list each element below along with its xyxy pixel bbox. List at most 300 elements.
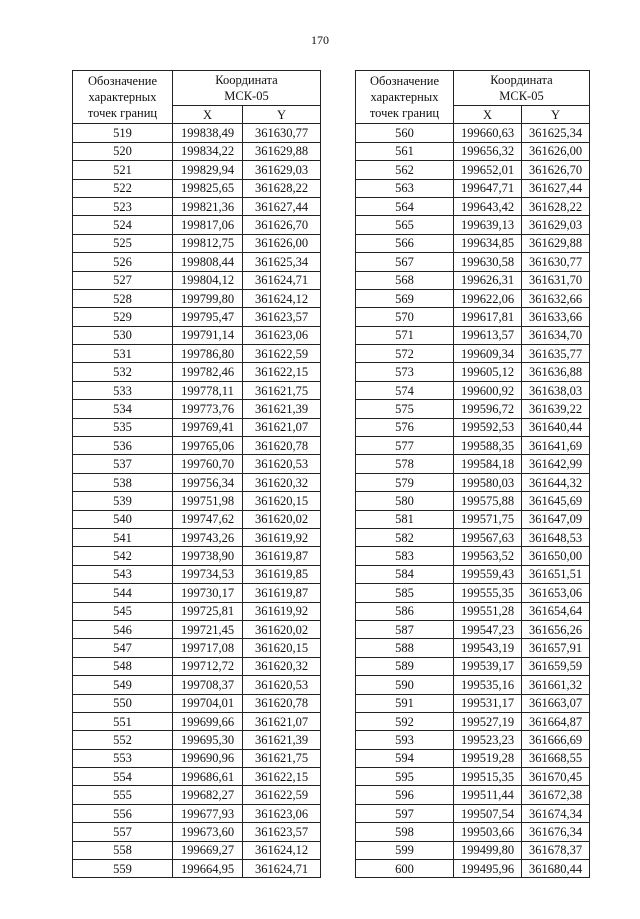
- table-row: [356, 657, 590, 675]
- point-number-cell: 537: [73, 455, 173, 473]
- coordinates-table-left: [72, 70, 321, 878]
- point-number-cell: 593: [356, 731, 454, 749]
- x-coordinate-cell: 199704,01: [173, 694, 243, 712]
- table-row: [356, 418, 590, 436]
- point-number-cell: 523: [73, 197, 173, 215]
- point-number-cell: 581: [356, 510, 454, 528]
- point-number-cell: 561: [356, 142, 454, 160]
- x-coordinate-cell: 199559,43: [454, 565, 522, 583]
- x-coordinate-cell: 199686,61: [173, 768, 243, 786]
- y-coordinate-cell: 361619,85: [243, 565, 321, 583]
- x-coordinate-cell: 199605,12: [454, 363, 522, 381]
- y-coordinate-cell: 361621,75: [243, 749, 321, 767]
- x-coordinate-cell: 199786,80: [173, 345, 243, 363]
- x-coordinate-cell: 199721,45: [173, 620, 243, 638]
- table-row: [356, 216, 590, 234]
- y-coordinate-cell: 361629,88: [243, 142, 321, 160]
- x-coordinate-cell: 199652,01: [454, 161, 522, 179]
- x-coordinate-cell: 199769,41: [173, 418, 243, 436]
- y-coordinate-cell: 361623,57: [243, 823, 321, 841]
- table-row: [356, 749, 590, 767]
- y-coordinate-cell: 361634,70: [522, 326, 590, 344]
- y-coordinate-cell: 361622,15: [243, 768, 321, 786]
- point-number-cell: 530: [73, 326, 173, 344]
- table-row: [73, 253, 321, 271]
- point-number-cell: 573: [356, 363, 454, 381]
- table-row: [73, 326, 321, 344]
- x-coordinate-cell: 199592,53: [454, 418, 522, 436]
- table-row: [356, 584, 590, 602]
- x-coordinate-cell: 199760,70: [173, 455, 243, 473]
- table-row: [73, 731, 321, 749]
- x-coordinate-cell: 199639,13: [454, 216, 522, 234]
- table-row: [73, 124, 321, 142]
- x-coordinate-cell: 199527,19: [454, 712, 522, 730]
- point-number-cell: 585: [356, 584, 454, 602]
- x-coordinate-cell: 199511,44: [454, 786, 522, 804]
- table-row: [73, 547, 321, 565]
- y-coordinate-cell: 361645,69: [522, 492, 590, 510]
- table-row: [356, 363, 590, 381]
- table-row: [73, 216, 321, 234]
- header-designation-line-3: точек границ: [87, 106, 158, 121]
- y-coordinate-cell: 361674,34: [522, 804, 590, 822]
- y-coordinate-cell: 361624,12: [243, 841, 321, 859]
- point-number-cell: 547: [73, 639, 173, 657]
- x-coordinate-cell: 199821,36: [173, 197, 243, 215]
- point-number-cell: 538: [73, 473, 173, 491]
- y-coordinate-cell: 361680,44: [522, 860, 590, 878]
- point-number-cell: 539: [73, 492, 173, 510]
- x-coordinate-cell: 199555,35: [454, 584, 522, 602]
- point-number-cell: 583: [356, 547, 454, 565]
- header-designation-line-2: характерных: [370, 90, 439, 105]
- x-coordinate-cell: 199567,63: [454, 528, 522, 546]
- y-coordinate-cell: 361650,00: [522, 547, 590, 565]
- y-coordinate-cell: 361628,22: [243, 179, 321, 197]
- x-coordinate-cell: 199596,72: [454, 400, 522, 418]
- point-number-cell: 598: [356, 823, 454, 841]
- x-coordinate-cell: 199699,66: [173, 712, 243, 730]
- table-row: [73, 179, 321, 197]
- point-number-cell: 584: [356, 565, 454, 583]
- point-number-cell: 542: [73, 547, 173, 565]
- left-table-body: [73, 124, 321, 878]
- x-coordinate-cell: 199834,22: [173, 142, 243, 160]
- table-row: [73, 381, 321, 399]
- point-number-cell: 544: [73, 584, 173, 602]
- header-designation-line-1: Обозначение: [369, 74, 440, 89]
- table-row: [73, 418, 321, 436]
- y-coordinate-cell: 361666,69: [522, 731, 590, 749]
- y-coordinate-cell: 361636,88: [522, 363, 590, 381]
- y-coordinate-cell: 361661,32: [522, 676, 590, 694]
- point-number-cell: 560: [356, 124, 454, 142]
- y-coordinate-cell: 361659,59: [522, 657, 590, 675]
- x-coordinate-cell: 199575,88: [454, 492, 522, 510]
- table-row: [356, 602, 590, 620]
- x-coordinate-cell: 199519,28: [454, 749, 522, 767]
- table-row: [356, 694, 590, 712]
- table-row: [356, 639, 590, 657]
- header-coordinate-line-2: МСК-05: [499, 89, 544, 103]
- x-coordinate-cell: 199609,34: [454, 345, 522, 363]
- point-number-cell: 578: [356, 455, 454, 473]
- table-row: [73, 786, 321, 804]
- point-number-cell: 521: [73, 161, 173, 179]
- point-number-cell: 556: [73, 804, 173, 822]
- y-coordinate-cell: 361653,06: [522, 584, 590, 602]
- table-row: [356, 786, 590, 804]
- x-coordinate-cell: 199647,71: [454, 179, 522, 197]
- header-coordinate-line-2: МСК-05: [224, 89, 269, 103]
- y-coordinate-cell: 361621,75: [243, 381, 321, 399]
- point-number-cell: 582: [356, 528, 454, 546]
- x-coordinate-cell: 199523,23: [454, 731, 522, 749]
- x-coordinate-cell: 199808,44: [173, 253, 243, 271]
- y-coordinate-cell: 361670,45: [522, 768, 590, 786]
- y-coordinate-cell: 361623,06: [243, 804, 321, 822]
- point-number-cell: 522: [73, 179, 173, 197]
- point-number-cell: 557: [73, 823, 173, 841]
- table-row: [73, 712, 321, 730]
- x-coordinate-cell: 199765,06: [173, 437, 243, 455]
- point-number-cell: 527: [73, 271, 173, 289]
- header-coordinate-line-1: Координата: [490, 73, 553, 87]
- y-coordinate-cell: 361630,77: [522, 253, 590, 271]
- table-row: [73, 657, 321, 675]
- table-row: [356, 547, 590, 565]
- header-x: X: [454, 106, 522, 124]
- page-number: 170: [311, 33, 329, 47]
- point-number-cell: 586: [356, 602, 454, 620]
- table-row: [73, 197, 321, 215]
- point-number-cell: 571: [356, 326, 454, 344]
- point-number-cell: 533: [73, 381, 173, 399]
- point-number-cell: 568: [356, 271, 454, 289]
- y-coordinate-cell: 361654,64: [522, 602, 590, 620]
- y-coordinate-cell: 361626,70: [243, 216, 321, 234]
- y-coordinate-cell: 361631,70: [522, 271, 590, 289]
- point-number-cell: 553: [73, 749, 173, 767]
- table-row: [356, 197, 590, 215]
- x-coordinate-cell: 199743,26: [173, 528, 243, 546]
- point-number-cell: 587: [356, 620, 454, 638]
- x-coordinate-cell: 199673,60: [173, 823, 243, 841]
- x-coordinate-cell: 199669,27: [173, 841, 243, 859]
- header-designation-line-3: точек границ: [369, 106, 440, 121]
- point-number-cell: 594: [356, 749, 454, 767]
- y-coordinate-cell: 361628,22: [522, 197, 590, 215]
- point-number-cell: 529: [73, 308, 173, 326]
- point-number-cell: 588: [356, 639, 454, 657]
- point-number-cell: 520: [73, 142, 173, 160]
- x-coordinate-cell: 199838,49: [173, 124, 243, 142]
- y-coordinate-cell: 361647,09: [522, 510, 590, 528]
- table-row: [73, 492, 321, 510]
- table-row: [73, 455, 321, 473]
- point-number-cell: 577: [356, 437, 454, 455]
- x-coordinate-cell: 199695,30: [173, 731, 243, 749]
- y-coordinate-cell: 361629,03: [522, 216, 590, 234]
- point-number-cell: 536: [73, 437, 173, 455]
- table-row: [73, 676, 321, 694]
- point-number-cell: 592: [356, 712, 454, 730]
- table-row: [73, 768, 321, 786]
- y-coordinate-cell: 361620,02: [243, 510, 321, 528]
- y-coordinate-cell: 361627,44: [243, 197, 321, 215]
- y-coordinate-cell: 361648,53: [522, 528, 590, 546]
- x-coordinate-cell: 199660,63: [454, 124, 522, 142]
- table-row: [356, 528, 590, 546]
- y-coordinate-cell: 361626,00: [522, 142, 590, 160]
- point-number-cell: 579: [356, 473, 454, 491]
- table-row: [73, 234, 321, 252]
- y-coordinate-cell: 361640,44: [522, 418, 590, 436]
- table-row: [356, 804, 590, 822]
- point-number-cell: 564: [356, 197, 454, 215]
- point-number-cell: 545: [73, 602, 173, 620]
- y-coordinate-cell: 361641,69: [522, 437, 590, 455]
- x-coordinate-cell: 199643,42: [454, 197, 522, 215]
- table-row: [73, 308, 321, 326]
- table-row: [356, 492, 590, 510]
- x-coordinate-cell: 199600,92: [454, 381, 522, 399]
- table-row: [73, 860, 321, 878]
- y-coordinate-cell: 361619,87: [243, 584, 321, 602]
- x-coordinate-cell: 199539,17: [454, 657, 522, 675]
- x-coordinate-cell: 199563,52: [454, 547, 522, 565]
- y-coordinate-cell: 361619,92: [243, 528, 321, 546]
- point-number-cell: 574: [356, 381, 454, 399]
- x-coordinate-cell: 199791,14: [173, 326, 243, 344]
- x-coordinate-cell: 199630,58: [454, 253, 522, 271]
- point-number-cell: 595: [356, 768, 454, 786]
- table-row: [356, 620, 590, 638]
- point-number-cell: 548: [73, 657, 173, 675]
- point-number-cell: 534: [73, 400, 173, 418]
- table-row: [356, 841, 590, 859]
- point-number-cell: 524: [73, 216, 173, 234]
- x-coordinate-cell: 199551,28: [454, 602, 522, 620]
- x-coordinate-cell: 199682,27: [173, 786, 243, 804]
- x-coordinate-cell: 199829,94: [173, 161, 243, 179]
- table-row: [356, 731, 590, 749]
- x-coordinate-cell: 199738,90: [173, 547, 243, 565]
- y-coordinate-cell: 361624,12: [243, 289, 321, 307]
- x-coordinate-cell: 199725,81: [173, 602, 243, 620]
- x-coordinate-cell: 199588,35: [454, 437, 522, 455]
- x-coordinate-cell: 199664,95: [173, 860, 243, 878]
- x-coordinate-cell: 199712,72: [173, 657, 243, 675]
- table-row: [356, 455, 590, 473]
- y-coordinate-cell: 361672,38: [522, 786, 590, 804]
- table-row: [356, 345, 590, 363]
- y-coordinate-cell: 361642,99: [522, 455, 590, 473]
- x-coordinate-cell: 199677,93: [173, 804, 243, 822]
- table-row: [73, 289, 321, 307]
- y-coordinate-cell: 361657,91: [522, 639, 590, 657]
- table-row: [73, 528, 321, 546]
- y-coordinate-cell: 361638,03: [522, 381, 590, 399]
- table-row: [73, 363, 321, 381]
- point-number-cell: 532: [73, 363, 173, 381]
- y-coordinate-cell: 361621,39: [243, 400, 321, 418]
- x-coordinate-cell: 199778,11: [173, 381, 243, 399]
- x-coordinate-cell: 199795,47: [173, 308, 243, 326]
- point-number-cell: 596: [356, 786, 454, 804]
- point-number-cell: 563: [356, 179, 454, 197]
- table-row: [356, 234, 590, 252]
- table-row: [73, 804, 321, 822]
- table-row: [73, 473, 321, 491]
- table-row: [356, 142, 590, 160]
- y-coordinate-cell: 361619,92: [243, 602, 321, 620]
- y-coordinate-cell: 361620,15: [243, 639, 321, 657]
- table-row: [356, 124, 590, 142]
- table-row: [73, 694, 321, 712]
- x-coordinate-cell: 199495,96: [454, 860, 522, 878]
- point-number-cell: 543: [73, 565, 173, 583]
- y-coordinate-cell: 361644,32: [522, 473, 590, 491]
- table-row: [356, 381, 590, 399]
- x-coordinate-cell: 199622,06: [454, 289, 522, 307]
- x-coordinate-cell: 199708,37: [173, 676, 243, 694]
- header-coordinate: [454, 71, 590, 106]
- header-designation: [73, 71, 173, 124]
- point-number-cell: 580: [356, 492, 454, 510]
- x-coordinate-cell: 199804,12: [173, 271, 243, 289]
- y-coordinate-cell: 361656,26: [522, 620, 590, 638]
- table-row: [356, 161, 590, 179]
- point-number-cell: 570: [356, 308, 454, 326]
- x-coordinate-cell: 199751,98: [173, 492, 243, 510]
- y-coordinate-cell: 361668,55: [522, 749, 590, 767]
- table-row: [356, 289, 590, 307]
- table-row: [73, 437, 321, 455]
- point-number-cell: 566: [356, 234, 454, 252]
- x-coordinate-cell: 199717,08: [173, 639, 243, 657]
- y-coordinate-cell: 361627,44: [522, 179, 590, 197]
- x-coordinate-cell: 199535,16: [454, 676, 522, 694]
- point-number-cell: 562: [356, 161, 454, 179]
- y-coordinate-cell: 361620,15: [243, 492, 321, 510]
- table-row: [356, 510, 590, 528]
- point-number-cell: 600: [356, 860, 454, 878]
- x-coordinate-cell: 199571,75: [454, 510, 522, 528]
- table-row: [356, 712, 590, 730]
- table-row: [73, 584, 321, 602]
- table-row: [356, 823, 590, 841]
- point-number-cell: 551: [73, 712, 173, 730]
- table-row: [73, 142, 321, 160]
- x-coordinate-cell: 199817,06: [173, 216, 243, 234]
- table-row: [356, 437, 590, 455]
- point-number-cell: 552: [73, 731, 173, 749]
- table-row: [356, 326, 590, 344]
- y-coordinate-cell: 361639,22: [522, 400, 590, 418]
- header-coordinate: [173, 71, 321, 106]
- header-y: Y: [522, 106, 590, 124]
- y-coordinate-cell: 361629,03: [243, 161, 321, 179]
- table-row: [73, 749, 321, 767]
- point-number-cell: 525: [73, 234, 173, 252]
- point-number-cell: 526: [73, 253, 173, 271]
- y-coordinate-cell: 361629,88: [522, 234, 590, 252]
- y-coordinate-cell: 361624,71: [243, 271, 321, 289]
- x-coordinate-cell: 199730,17: [173, 584, 243, 602]
- point-number-cell: 531: [73, 345, 173, 363]
- table-row: [73, 345, 321, 363]
- point-number-cell: 597: [356, 804, 454, 822]
- table-row: [73, 620, 321, 638]
- table-row: [356, 400, 590, 418]
- y-coordinate-cell: 361630,77: [243, 124, 321, 142]
- coordinates-table-right: [355, 70, 590, 878]
- point-number-cell: 591: [356, 694, 454, 712]
- y-coordinate-cell: 361678,37: [522, 841, 590, 859]
- point-number-cell: 569: [356, 289, 454, 307]
- y-coordinate-cell: 361619,87: [243, 547, 321, 565]
- table-row: [73, 602, 321, 620]
- x-coordinate-cell: 199626,31: [454, 271, 522, 289]
- x-coordinate-cell: 199584,18: [454, 455, 522, 473]
- y-coordinate-cell: 361626,00: [243, 234, 321, 252]
- x-coordinate-cell: 199747,62: [173, 510, 243, 528]
- header-designation: [356, 71, 454, 124]
- y-coordinate-cell: 361620,53: [243, 676, 321, 694]
- table-row: [356, 768, 590, 786]
- y-coordinate-cell: 361632,66: [522, 289, 590, 307]
- table-row: [73, 161, 321, 179]
- y-coordinate-cell: 361633,66: [522, 308, 590, 326]
- x-coordinate-cell: 199503,66: [454, 823, 522, 841]
- y-coordinate-cell: 361622,59: [243, 345, 321, 363]
- x-coordinate-cell: 199773,76: [173, 400, 243, 418]
- x-coordinate-cell: 199756,34: [173, 473, 243, 491]
- x-coordinate-cell: 199782,46: [173, 363, 243, 381]
- header-coordinate-line-1: Координата: [215, 73, 278, 87]
- x-coordinate-cell: 199499,80: [454, 841, 522, 859]
- point-number-cell: 546: [73, 620, 173, 638]
- y-coordinate-cell: 361624,71: [243, 860, 321, 878]
- point-number-cell: 550: [73, 694, 173, 712]
- table-row: [356, 308, 590, 326]
- y-coordinate-cell: 361621,39: [243, 731, 321, 749]
- table-row: [73, 841, 321, 859]
- table-row: [73, 639, 321, 657]
- x-coordinate-cell: 199531,17: [454, 694, 522, 712]
- right-table-body: [356, 124, 590, 878]
- point-number-cell: 559: [73, 860, 173, 878]
- point-number-cell: 519: [73, 124, 173, 142]
- x-coordinate-cell: 199613,57: [454, 326, 522, 344]
- table-row: [356, 253, 590, 271]
- point-number-cell: 554: [73, 768, 173, 786]
- x-coordinate-cell: 199634,85: [454, 234, 522, 252]
- point-number-cell: 567: [356, 253, 454, 271]
- point-number-cell: 576: [356, 418, 454, 436]
- y-coordinate-cell: 361620,78: [243, 694, 321, 712]
- x-coordinate-cell: 199617,81: [454, 308, 522, 326]
- y-coordinate-cell: 361625,34: [522, 124, 590, 142]
- y-coordinate-cell: 361623,06: [243, 326, 321, 344]
- point-number-cell: 565: [356, 216, 454, 234]
- point-number-cell: 535: [73, 418, 173, 436]
- y-coordinate-cell: 361620,32: [243, 657, 321, 675]
- y-coordinate-cell: 361622,59: [243, 786, 321, 804]
- y-coordinate-cell: 361620,32: [243, 473, 321, 491]
